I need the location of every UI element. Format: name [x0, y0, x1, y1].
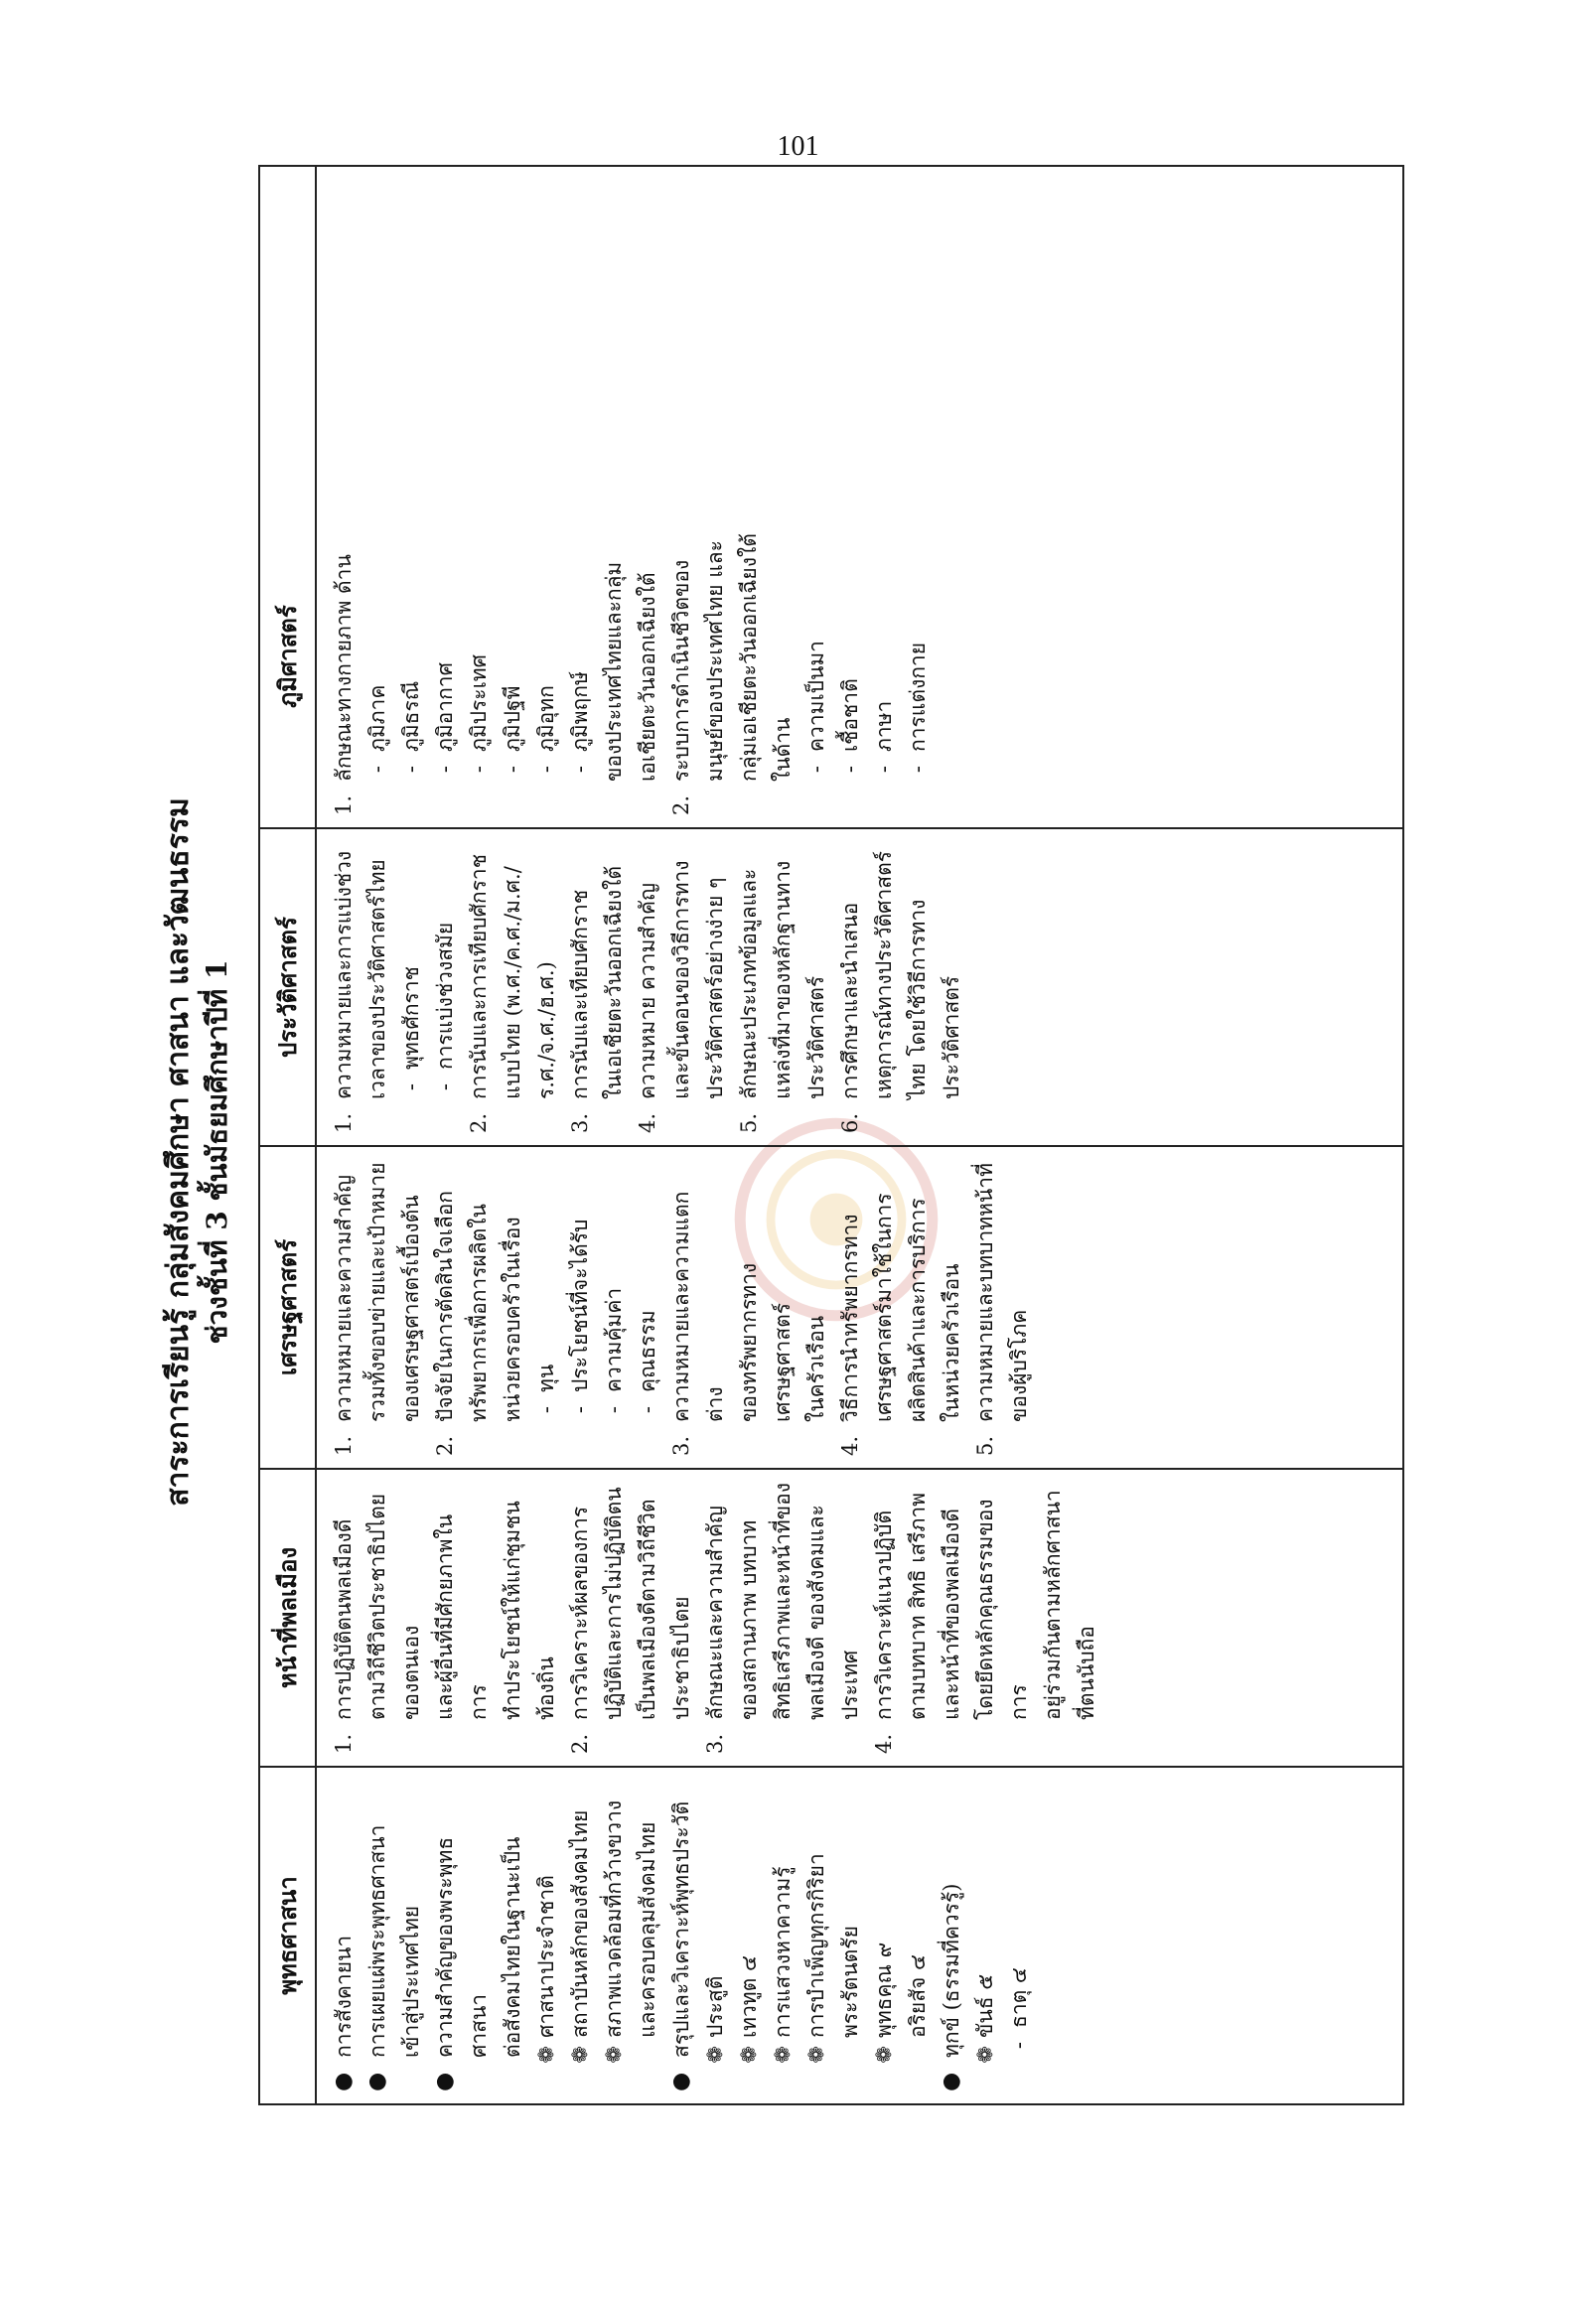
list-item-text: ภูมิธรณี — [399, 680, 423, 752]
list-item — [428, 1159, 462, 1456]
list-item — [935, 841, 968, 1133]
list-item-text: การวิเคราะห์ผลของการ — [568, 1506, 592, 1720]
list-item-text: พระรัตนตรัย — [838, 1926, 862, 2038]
list-item — [327, 1482, 428, 1754]
list-item — [833, 1482, 867, 1754]
list-item — [529, 498, 563, 815]
list-marker: ● — [939, 2072, 963, 2091]
list-marker: 3. — [669, 1435, 693, 1456]
list-item — [799, 498, 833, 815]
list-item — [732, 1780, 766, 2091]
list-marker: - — [838, 766, 862, 774]
list-marker — [496, 2058, 529, 2091]
list-item — [935, 1482, 968, 1754]
list-item-text: ความหมายและบทบาทหน้าที่ — [973, 1163, 997, 1422]
list-marker: 2. — [467, 1112, 491, 1133]
list-item — [631, 1159, 664, 1456]
list-marker — [935, 1099, 968, 1133]
list-marker: 5. — [737, 1112, 761, 1133]
list-item-text: ตามบทบาท สิทธิ เสรีภาพ — [906, 1493, 930, 1720]
list-marker: - — [602, 1406, 626, 1414]
heading-line-2: ช่วงชั้นที่ 3 ชั้นมัธยมศึกษาปีที่ 1 — [201, 959, 233, 1345]
header-civic-duty: หน้าที่พลเมือง — [260, 1468, 315, 1766]
list-item-text: อริยสัจ ๔ — [906, 1954, 930, 2038]
list-item-text: ประสูติ — [703, 1975, 727, 2038]
list-marker — [799, 1422, 833, 1456]
list-item-text: และหน้าที่ของพลเมืองดี — [940, 1509, 963, 1720]
list-item-text: การแต่งกาย — [906, 642, 930, 752]
list-item-text: ของประเทศไทยและกลุ่ม — [602, 561, 626, 782]
list-marker: ❁ — [804, 2046, 828, 2064]
list-item — [935, 1780, 968, 2091]
list-item-text: ความคุ้มค่า — [602, 1287, 626, 1392]
list-item — [496, 1482, 563, 1754]
header-economics: เศรษฐศาสตร์ — [260, 1145, 315, 1468]
list-item — [968, 1159, 1002, 1456]
list-marker: - — [433, 766, 457, 774]
list-item — [428, 498, 462, 815]
list-marker — [428, 1720, 496, 1754]
list-item — [698, 498, 732, 815]
list-marker — [732, 1422, 799, 1456]
list-item-text: พุทธศักราช — [399, 966, 423, 1070]
list-marker: 1. — [332, 1435, 356, 1456]
list-item-text: ศาสนาประจำชาติ — [534, 1875, 558, 2038]
list-item — [1002, 1780, 1036, 2091]
list-item — [799, 1780, 833, 2091]
list-marker: - — [1007, 2042, 1031, 2050]
list-marker — [597, 1099, 631, 1133]
list-item-text: ในหน่วยครัวเรือน — [940, 1263, 963, 1422]
list-item — [833, 841, 867, 1133]
list-item — [664, 498, 698, 815]
list-item-text: ลักษณะประเภทข้อมูลและ — [737, 868, 761, 1099]
list-item-text: ของสถานภาพ บทบาท — [737, 1519, 761, 1720]
list-item-text: ความหมายและการแบ่งช่วง — [332, 850, 356, 1099]
list-marker — [901, 1720, 935, 1754]
list-item — [901, 1482, 935, 1754]
column-history — [317, 827, 1402, 1145]
list-item — [799, 1482, 833, 1754]
list-marker: - — [501, 766, 524, 774]
list-marker: - — [568, 766, 592, 774]
list-item-text: ของทรัพยากรทางเศรษฐศาสตร์ — [737, 1262, 795, 1422]
list-marker: 1. — [332, 1733, 356, 1754]
list-item-text: ความหมาย ความสำคัญ — [636, 883, 659, 1099]
list-item — [496, 1780, 529, 2091]
list-item — [597, 1482, 631, 1754]
list-item — [563, 498, 597, 815]
list-marker: - — [872, 766, 896, 774]
list-marker: ● — [432, 2072, 457, 2091]
list-item-text: ประวัติศาสตร์ — [804, 975, 828, 1099]
list-item — [664, 841, 698, 1133]
list-item-text: การปฏิบัติตนพลเมืองดี ตามวิถีชีวิตประชาธิปไตยของตนเอง — [332, 1493, 423, 1720]
list-item-text: ภาษา — [872, 700, 896, 752]
list-item — [529, 1780, 563, 2091]
list-item — [631, 498, 664, 815]
column-buddhism — [317, 1766, 1402, 2103]
curriculum-table — [258, 165, 1404, 2105]
list-item-text: เหตุการณ์ทางประวัติศาสตร์ — [872, 851, 896, 1099]
list-item — [833, 1780, 867, 2091]
list-item — [597, 1780, 631, 2091]
column-economics — [317, 1145, 1402, 1468]
list-item-text: ภูมิปฐพี — [501, 685, 524, 752]
list-item — [428, 841, 462, 1133]
list-item — [631, 841, 664, 1133]
list-marker: 4. — [838, 1435, 862, 1456]
list-item-text: ปัจจัยในการตัดสินใจเลือก — [433, 1190, 457, 1422]
list-item-text: ภูมิประเทศ — [467, 654, 491, 752]
list-item-text: ต่อสังคมไทยในฐานะเป็น — [501, 1836, 524, 2058]
list-marker: 3. — [703, 1733, 727, 1754]
list-marker: - — [365, 766, 389, 774]
list-item — [496, 841, 529, 1133]
list-item — [496, 1159, 529, 1456]
list-marker — [529, 1099, 563, 1133]
list-item-text: มนุษย์ของประเทศไทย และ — [703, 540, 727, 782]
list-item-text: ปฏิบัติและการไม่ปฏิบัติตน — [602, 1487, 626, 1720]
list-marker — [496, 1720, 563, 1754]
list-marker: ❁ — [737, 2046, 761, 2064]
table-body-row — [317, 167, 1402, 2103]
list-item — [901, 498, 935, 815]
header-geography: ภูมิศาสตร์ — [273, 605, 302, 708]
list-item-text: ทุน — [534, 1364, 558, 1392]
column-civic-duty — [317, 1468, 1402, 1766]
list-item-text: การสังคายนา — [332, 1935, 356, 2058]
list-item — [394, 498, 428, 815]
list-marker — [833, 2038, 867, 2091]
list-item-text: ภูมิอุทก — [534, 685, 558, 752]
list-marker — [631, 2038, 664, 2091]
list-marker: - — [433, 1083, 457, 1091]
list-marker: ● — [331, 2072, 356, 2091]
list-marker — [935, 1422, 968, 1456]
list-item-text: ของเศรษฐศาสตร์เบื้องต้น — [399, 1195, 423, 1422]
list-item — [935, 1159, 968, 1456]
list-item-text: การนับและการเทียบศักราช — [467, 854, 491, 1099]
list-item-text: ประวัติศาสตร์ — [940, 975, 963, 1099]
list-item-text: เทวทูต ๔ — [737, 1955, 761, 2038]
list-item — [394, 841, 428, 1133]
list-item — [563, 1159, 597, 1456]
list-item — [968, 1780, 1002, 2091]
heading-line-1: สาระการเรียนรู้ กลุ่มสังคมศึกษา ศาสนา และวัฒนธรรม — [161, 797, 196, 1507]
list-item-text: ทรัพยากรเพื่อการผลิตใน — [467, 1204, 491, 1422]
list-item — [698, 1780, 732, 2091]
list-item — [394, 1159, 428, 1456]
list-item — [766, 1482, 799, 1754]
list-item — [867, 1159, 901, 1456]
list-item-text: ของผู้บริโภค — [1007, 1309, 1031, 1422]
list-item — [799, 1159, 833, 1456]
list-marker: - — [467, 766, 491, 774]
list-item — [327, 498, 361, 815]
list-marker: 2. — [433, 1435, 457, 1456]
list-marker — [361, 1099, 394, 1133]
list-item-text: การเผยแผ่พระพุทธศาสนา — [365, 1824, 389, 2058]
list-marker — [968, 1720, 1036, 1754]
list-item-text: ไทย โดยใช้วิธีการทาง — [906, 899, 930, 1099]
list-item — [799, 841, 833, 1133]
table-header-row — [260, 167, 317, 2103]
list-marker: 2. — [669, 794, 693, 815]
list-item-text: การแบ่งช่วงสมัย — [433, 922, 457, 1070]
list-item — [732, 1482, 766, 1754]
list-marker: 4. — [636, 1112, 659, 1133]
list-marker — [664, 1099, 698, 1133]
table-headings — [159, 159, 236, 2145]
page-number: 101 — [777, 131, 819, 162]
list-item — [563, 841, 597, 1133]
list-marker: ● — [364, 2072, 389, 2091]
list-item-text: ประวัติศาสตร์อย่างง่าย ๆ — [703, 877, 727, 1099]
list-marker: - — [804, 766, 828, 774]
list-item — [597, 1159, 631, 1456]
list-marker — [1002, 1422, 1036, 1456]
list-item-text: การศึกษาและนำเสนอ — [838, 902, 862, 1099]
list-item — [361, 1780, 394, 2091]
list-item-text: เศรษฐศาสตร์มาใช้ในการ — [872, 1193, 896, 1422]
list-item — [428, 1780, 496, 2091]
list-item — [394, 1780, 428, 2091]
list-marker: ❁ — [534, 2046, 558, 2064]
list-item-text: การบำเพ็ญทุกรกิริยา — [804, 1853, 828, 2038]
list-item — [901, 841, 935, 1133]
list-item-text: การวิเคราะห์แนวปฏิบัติ — [872, 1510, 896, 1720]
list-marker — [394, 2058, 428, 2091]
list-item — [901, 1780, 935, 2091]
list-marker: 1. — [332, 794, 356, 815]
list-marker — [833, 1720, 867, 1754]
list-item — [901, 1159, 935, 1456]
list-item-text: การแสวงหาความรู้ — [771, 1866, 795, 2038]
list-marker: ❁ — [973, 2046, 997, 2064]
list-item-text: ผลิตสินค้าและการบริการ — [906, 1198, 930, 1422]
list-item-text: และครอบคลุมสังคมไทย — [636, 1821, 659, 2038]
list-item-text: กลุ่มเอเชียตะวันออกเฉียงใต้ — [737, 533, 761, 782]
list-item — [462, 1159, 496, 1456]
list-marker — [901, 2038, 935, 2091]
list-item — [732, 1159, 799, 1456]
list-item-text: เชื้อชาติ — [838, 678, 862, 752]
list-item — [428, 1482, 496, 1754]
list-item — [462, 841, 496, 1133]
rotated-table-area — [159, 159, 1440, 2145]
list-item — [833, 498, 867, 815]
list-item — [631, 1780, 664, 2091]
list-item-text: ทำประโยชน์ให้แก่ชุมชนท้องถิ่น — [501, 1501, 558, 1720]
list-marker — [631, 1720, 664, 1754]
list-item-text: เวลาของประวัติศาสตร์ไทย — [365, 859, 389, 1099]
list-item — [327, 841, 361, 1133]
list-item-text: แหล่งที่มาของหลักฐานทาง — [771, 860, 795, 1099]
list-marker — [597, 782, 631, 815]
list-marker — [935, 1720, 968, 1754]
list-item-text: ประชาธิปไตย — [669, 1596, 693, 1720]
list-item-text: อยู่ร่วมกันตามหลักศาสนาที่ตนนับถือ — [1041, 1490, 1098, 1720]
list-item-text: ภูมิพฤกษ์ — [568, 671, 592, 752]
list-marker: ❁ — [703, 2046, 727, 2064]
list-marker — [732, 782, 766, 815]
list-item-text: เข้าสู่ประเทศไทย — [399, 1905, 423, 2058]
list-item-text: วิธีการนำทรัพยากรทาง — [838, 1214, 862, 1422]
list-marker — [867, 1422, 901, 1456]
list-item — [631, 1482, 664, 1754]
list-item-text: พุทธคุณ ๙ — [872, 1942, 896, 2038]
list-marker — [732, 1720, 766, 1754]
list-marker — [462, 1422, 496, 1456]
list-item — [968, 1482, 1036, 1754]
list-item — [698, 1482, 732, 1754]
list-item-text: สรุปและวิเคราะห์พุทธประวัติ — [669, 1800, 693, 2058]
list-item-text: ในเอเชียตะวันออกเฉียงใต้ — [602, 865, 626, 1099]
list-item — [766, 498, 799, 815]
list-marker: - — [906, 766, 930, 774]
list-item-text: ความหมายและความแตกต่าง — [669, 1191, 727, 1422]
list-marker: - — [399, 1083, 423, 1091]
list-item — [867, 1780, 901, 2091]
header-history: ประวัติศาสตร์ — [260, 827, 315, 1145]
list-item-text: สถาบันหลักของสังคมไทย — [568, 1809, 592, 2038]
list-item — [563, 1482, 597, 1754]
list-item-text: ลักษณะและความสำคัญ — [703, 1506, 727, 1720]
list-item-text: โดยยึดหลักคุณธรรมของการ — [973, 1499, 1031, 1720]
list-item-text: ขันธ์ ๕ — [973, 1973, 997, 2038]
list-marker — [901, 1099, 935, 1133]
list-marker: 5. — [973, 1435, 997, 1456]
list-marker: ❁ — [568, 2046, 592, 2064]
list-marker — [766, 782, 799, 815]
list-marker: ● — [668, 2072, 693, 2091]
list-item — [1002, 1159, 1036, 1456]
list-item-text: การนับและเทียบศักราช — [568, 889, 592, 1099]
list-marker — [394, 1422, 428, 1456]
list-item — [462, 498, 496, 815]
list-marker: 1. — [332, 1112, 356, 1133]
list-item — [1036, 1482, 1103, 1754]
list-item — [361, 1159, 394, 1456]
list-marker — [901, 1422, 935, 1456]
list-item-text: เป็นพลเมืองดีตามวิถีชีวิต — [636, 1499, 659, 1720]
list-marker: ❁ — [602, 2046, 626, 2064]
list-item-text: และผู้อื่นที่มีศักยภาพในการ — [433, 1513, 491, 1720]
list-item-text: แบบไทย (พ.ศ./ค.ศ./ม.ศ./ — [501, 866, 524, 1099]
list-item — [766, 841, 799, 1133]
list-item — [664, 1159, 732, 1456]
list-item — [529, 1159, 563, 1456]
list-item-text: ในครัวเรือน — [804, 1315, 828, 1422]
list-marker: ❁ — [771, 2046, 795, 2064]
list-item — [597, 498, 631, 815]
column-geography — [317, 486, 1402, 827]
list-marker: 6. — [838, 1112, 862, 1133]
list-item-text: ระบบการดำเนินชีวิตของ — [669, 559, 693, 782]
list-item — [867, 498, 901, 815]
list-item — [867, 1482, 901, 1754]
list-marker: - — [534, 1406, 558, 1414]
list-marker — [361, 1422, 394, 1456]
list-item-text: ทุกข์ (ธรรมที่ควรรู้) — [940, 1883, 963, 2058]
list-item — [698, 841, 732, 1133]
list-item — [833, 1159, 867, 1456]
list-item-text: ความหมายและความสำคัญ — [332, 1175, 356, 1422]
list-marker — [597, 1720, 631, 1754]
list-marker: - — [568, 1406, 592, 1414]
list-item — [529, 841, 563, 1133]
list-marker — [496, 1099, 529, 1133]
list-marker — [799, 1720, 833, 1754]
list-item-text: ความเป็นมา — [804, 641, 828, 752]
list-item — [664, 1482, 698, 1754]
list-item-text: พลเมืองดี ของสังคมและ — [804, 1505, 828, 1720]
list-marker: ❁ — [872, 2046, 896, 2064]
list-marker: - — [636, 1406, 659, 1414]
list-item — [597, 841, 631, 1133]
list-item — [664, 1780, 698, 2091]
list-item-text: ในด้าน — [771, 717, 795, 782]
list-item-text: เอเชียตะวันออกเฉียงใต้ — [636, 572, 659, 782]
list-marker: 2. — [568, 1733, 592, 1754]
list-item — [327, 1780, 361, 2091]
list-item-text: สิทธิเสรีภาพและหน้าที่ของ — [771, 1483, 795, 1720]
list-marker — [867, 1099, 901, 1133]
list-item-text: และขั้นตอนของวิธีการทาง — [669, 860, 693, 1099]
list-item — [361, 498, 394, 815]
list-marker — [766, 1099, 799, 1133]
list-marker — [631, 782, 664, 815]
list-marker — [1036, 1720, 1103, 1754]
list-item-text: ประเทศ — [838, 1650, 862, 1720]
list-item — [732, 498, 766, 815]
list-item-text: ภูมิอากาศ — [433, 662, 457, 752]
list-item-text: ภูมิภาค — [365, 684, 389, 752]
list-item-text: ประโยชน์ที่จะได้รับ — [568, 1219, 592, 1392]
list-item — [361, 841, 394, 1133]
list-item-text: ร.ศ./จ.ศ./ฮ.ศ.) — [534, 961, 558, 1099]
list-marker: - — [534, 766, 558, 774]
list-item — [496, 498, 529, 815]
list-item-text: ธาตุ ๔ — [1007, 1967, 1031, 2028]
list-marker — [496, 1422, 529, 1456]
list-item — [327, 1159, 361, 1456]
list-item — [563, 1780, 597, 2091]
list-marker: 3. — [568, 1112, 592, 1133]
list-marker — [664, 1720, 698, 1754]
list-item-text: ความสำคัญของพระพุทธศาสนา — [433, 1836, 491, 2058]
list-marker: - — [399, 766, 423, 774]
list-marker — [799, 1099, 833, 1133]
list-item-text: สภาพแวดล้อมที่กว้างขวาง — [602, 1799, 626, 2038]
list-marker — [698, 1099, 732, 1133]
list-marker — [698, 782, 732, 815]
list-item — [732, 841, 766, 1133]
list-item-text: ลักษณะทางกายภาพ ด้าน — [332, 554, 356, 782]
list-item-text: คุณธรรม — [636, 1310, 659, 1392]
list-marker: 4. — [872, 1733, 896, 1754]
list-item — [867, 841, 901, 1133]
header-buddhism: พุทธศาสนา — [260, 1766, 315, 2103]
list-item-text: รวมทั้งขอบข่ายและเป้าหมาย — [365, 1162, 389, 1422]
list-marker — [766, 1720, 799, 1754]
list-item-text: หน่วยครอบครัวในเรื่อง — [501, 1217, 524, 1422]
list-item — [766, 1780, 799, 2091]
